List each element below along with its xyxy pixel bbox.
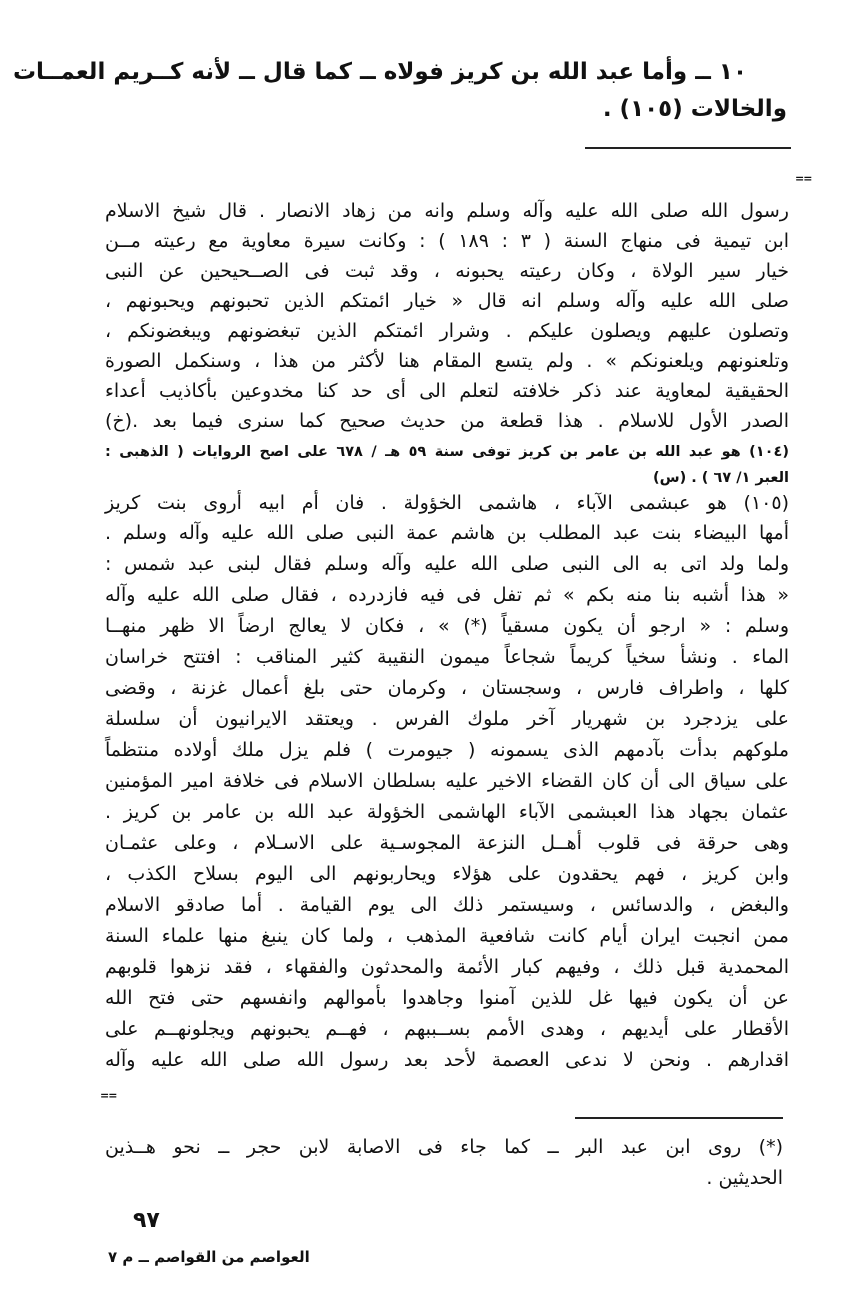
- body-line: عثمان بجهاد هذا العبشمى الآباء الهاشمى الخؤولة عبد الله بن عامر بن كريز .: [105, 801, 789, 823]
- section-heading-line-1: ١٠ ــ وأما عبد الله بن كريز فولاه ــ كما قال ــ لأنه كــريم العمــات: [12, 59, 747, 85]
- body-line: « هذا أشبه بنا منه بكم » ثم تفل فى فيه فازدرده ، فقال صلى الله عليه وآله: [105, 584, 789, 606]
- body-line: المحمدية قبل ذلك ، وفيهم كبار الأئمة والمحدثون والفقهاء ، فقد نزهوا قلوبهم: [105, 956, 789, 978]
- body-line: وهى حرقة فى قلوب أهــل النزعة المجوسـية على الاسـلام ، وعلى عثمـان: [105, 832, 789, 854]
- star-footnote-line-2: الحديثين .: [706, 1167, 783, 1189]
- star-footnote-line-1: (*) روى ابن عبد البر ــ كما جاء فى الاصابة لابن حجر ــ نحو هــذين: [105, 1136, 783, 1158]
- body-line: ابن تيمية فى منهاج السنة ( ٣ : ١٨٩ ) : وكانت سيرة معاوية مع رعيته مــن: [105, 230, 790, 252]
- body-line: ممن انجبت ايران أيام كانت شافعية المذهب ، ولما كان ينبغ منها علماء السنة: [105, 925, 789, 947]
- footnote-104-line-1: (١٠٤) هو عبد الله بن عامر بن كريز توفى سنة ٥٩ هـ / ٦٧٨ على اصح الروايات ( الذهبى :: [105, 444, 789, 460]
- body-line: عن أن يكون فيها غل للذين آمنوا وجاهدوا بأموالهم وانفسهم حتى فتح الله: [105, 987, 789, 1009]
- footnote-divider: [575, 1117, 783, 1119]
- body-line: وتصلون عليهم ويصلون عليكم . وشرار ائمتكم الذين تبغضونهم ويبغضونكم ،: [105, 320, 789, 342]
- continuation-marker-top: ==: [795, 172, 812, 185]
- body-line: اقدارهم . ونحن لا ندعى العصمة لأحد بعد رسول الله صلى الله عليه وآله: [105, 1049, 789, 1071]
- body-line: رسول الله صلى الله عليه وآله وسلم وانه من زهاد الانصار . قال شيخ الاسلام: [105, 200, 789, 222]
- section-heading-line-2: والخالات (١٠٥) .: [602, 96, 787, 122]
- body-line: وابن كريز ، فهم يحقدون على هؤلاء ويحاربونهم الى اليوم بسلاح الكذب ،: [105, 863, 789, 885]
- body-line: خيار سير الولاة ، وكان رعيته يحبونه ، وقد ثبت فى الصــحيحين عن النبى: [105, 260, 789, 282]
- body-line: ملوكهم بدأت بآدمهم الذى يسمونه ( جيومرت ) فلم يزل ملك أولاده منتظماً: [105, 739, 789, 761]
- page-number: ٩٧: [133, 1208, 160, 1233]
- heading-divider: [585, 147, 791, 149]
- body-line: على سياق الى أن كان القضاء الاخير عليه بسلطان الاسلام فى خلافة امير المؤمنين: [105, 770, 789, 792]
- body-line: الماء . ونشأ سخياً كريماً شجاعاً ميمون النقيبة كثير المناقب : افتتح خراسان: [105, 646, 789, 668]
- body-line: أمها البيضاء بنت عبد المطلب بن هاشم عمة النبى صلى الله عليه وآله وسلم .: [105, 522, 789, 544]
- body-line: ولما ولد اتى به الى النبى صلى الله عليه وآله وسلم فقال لبنى عبد شمس :: [105, 553, 789, 575]
- body-line: الأقطار على أيديهم ، وهدى الأمم بســببهم ، فهــم يحبونهم ويجلونهــم على: [105, 1018, 789, 1040]
- body-line: على يزدجرد بن شهريار آخر ملوك الفرس . ويعتقد الايرانيون أن سلسلة: [105, 708, 789, 730]
- continuation-marker-bottom: ==: [100, 1089, 117, 1102]
- body-line: وتلعنونهم ويلعنونكم » . ولم يتسع المقام هنا لأكثر من هذا ، وسنكمل الصورة: [105, 350, 789, 372]
- body-line: الصدر الأول للاسلام . هذا قطعة من حديث صحيح كما سنرى فيما بعد .(خ): [105, 410, 789, 432]
- body-line: وسلم : « ارجو أن يكون مسقياً (*) » ، فكان لا يعالج ارضاً الا ظهر منهــا: [105, 615, 789, 637]
- body-line: صلى الله عليه وآله وسلم انه قال « خيار ائمتكم الذين تحبونهم ويحبونهم ،: [105, 290, 789, 312]
- body-line: والبغض ، والدسائس ، وسيستمر ذلك الى يوم القيامة . أما صادقو الاسلام: [105, 894, 789, 916]
- body-line: كلها ، واطراف فارس ، وسجستان ، وكرمان حتى بلغ أعمال غزنة ، وقضى: [105, 677, 789, 699]
- body-line: الحقيقية لمعاوية عند ذكر خلافته لتعلم الى أى حد كنا مخدوعين بأكاذيب أعداء: [105, 380, 789, 402]
- body-line: (١٠٥) هو عبشمى الآباء ، هاشمى الخؤولة . فان أم ابيه أروى بنت كريز: [105, 492, 789, 514]
- footnote-104-line-2: العبر ١/ ٦٧ ) . (س): [652, 470, 789, 486]
- book-signature-footer: العواصم من القواصم ــ م ٧: [108, 1248, 310, 1266]
